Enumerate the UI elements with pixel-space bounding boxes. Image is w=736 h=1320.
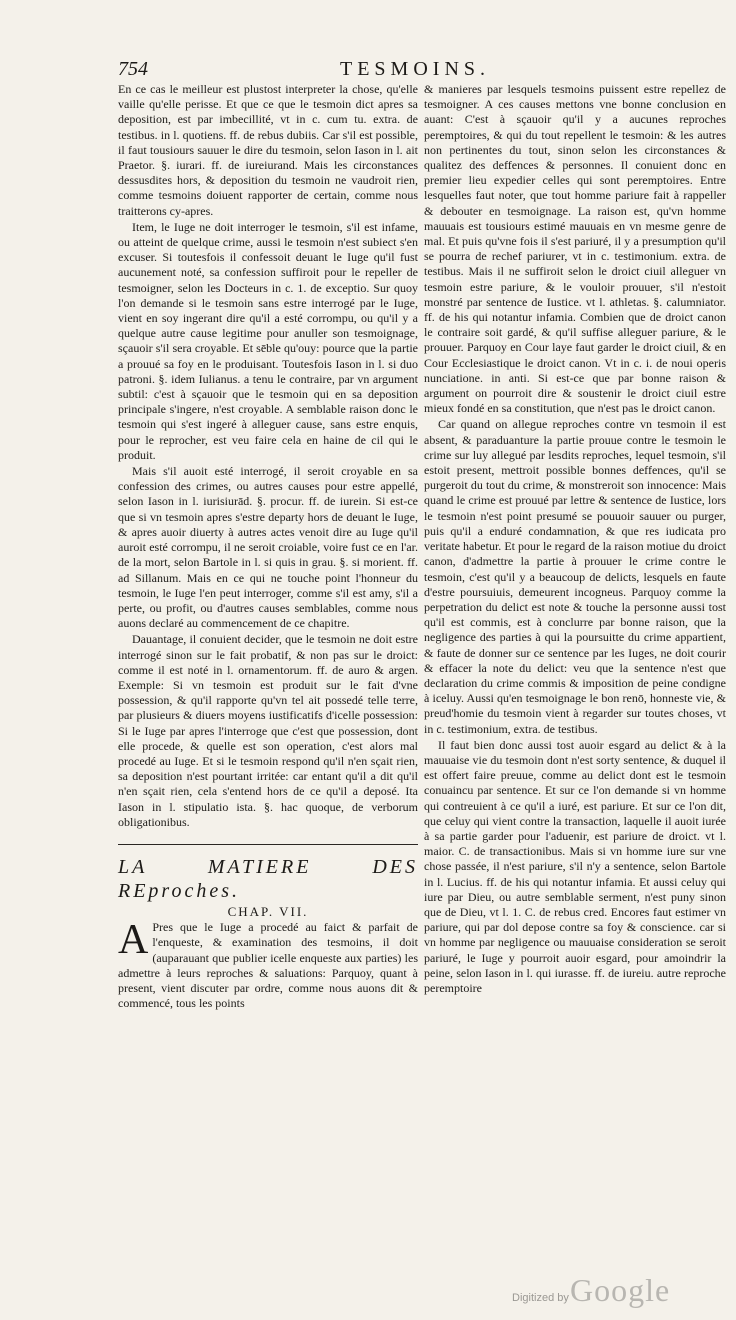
- paragraph: Car quand on allegue reproches contre vn tesmoin il est absent, & paraduanture la partie prouue contre le tesmoin le crime sur luy allegué par lesdits reproches, lequel tesmoin, s'il estoit present, mettroit possible bonnes deffences, qu'il se purgeroit du tout du crime, & monstreroit son innocence: Mais quand le crime est prouué par lettre & sentence de Iustice, lors le tesmoin n'est point presumé se pouuoir sauuer ou purger, puis qu'il a enduré condamnation, & que res iudicata pro veritate habetur. Et pour le regard de la raison motiue du droict canon, d'admettre la partie à prouuer le crime contre le tesmoin, c'est qu'il y a beaucoup de delicts, lesquels en faute d'estre poursuiuis, demeurent incogneus. Parquoy comme la perpetration du delict est note & touche la personne aussi tost qu'il est commis, est à conclurre par bonne raison, que la negligence des parties à qui la poursuitte du crime appartient, & faute de donner sur ce sentence par les Iuges, ne doit courir & effacer la note du delict: veu que la sentence n'est que declaration du crime commis & imposition de peine condigne à iceluy. Aussi qu'en tesmoignage le bon renō, honneste vie, & preud'homie du tesmoin vient à regarder sur toutes choses, vt in c. testimonium, extra. de testibus.: [424, 417, 726, 736]
- digitized-label: Digitized by: [512, 1292, 569, 1304]
- paragraph: Dauantage, il conuient decider, que le tesmoin ne doit estre interrogé sinon sur le fait probatif, & non pas sur le droict: comme il est noté in l. ornamentorum. ff. de auro & argen. Exemple: Si vn tesmoin est produit sur le fait d'vne possession, & qu'il rapporte qu'vn tel ait possedé telle terre, par plusieurs & diuers moyens iustificatifs d'icelle possession: Si le Iuge par apres l'interroge que c'est que possession, dont elle procede, & quelle est son operation, c'est alors mal procedé au Iuge. Et si le tesmoin respond qu'il n'en sçait rien, sa deposition n'est pourtant irritée: car entant qu'il a dit qu'il n'en sçait rien, cela s'entend hors de ce qu'il a deposé. Ita Iason in l. stipulatio ista. §. hac quoque, de verborum obligationibus.: [118, 632, 418, 829]
- google-logo: Google: [570, 1272, 671, 1308]
- running-header: [118, 58, 528, 84]
- drop-cap: A: [118, 917, 149, 964]
- right-column: [424, 82, 726, 997]
- section-title: LA MATIERE DES REproches.: [118, 855, 418, 902]
- paragraph: Mais s'il auoit esté interrogé, il seroit croyable en sa confession des crimes, ou autres causes pour estre appellé, selon Iason in l. iurisiurād. §. procur. ff. de iurein. Si est-ce que si vn tesmoin apres s'estre departy hors de deuant le Iuge, & apres auoir diuerty à autres actes venoit dire au Iuge qu'il auroit esté corrompu, il ne seroit croiable, voire fust ce en l'ar. de la mort, selon Bartole in l. si quis in grau. §. si morient. ff. ad Sillanum. Mais en ce qui ne touche point l'honneur du tesmoin, le Iuge l'en peut interroger, comme s'il est amy, s'il a perte, ou profit, ou d'autres causes semblables, comme nous auons declaré au commencement de ce chapitre.: [118, 464, 418, 631]
- page-number: 754: [118, 58, 148, 80]
- section-divider: [118, 844, 418, 845]
- running-title: TESMOINS.: [340, 58, 491, 80]
- left-column: [118, 82, 418, 1012]
- paragraph-text: Pres que le Iuge a procedé au faict & parfait de l'enqueste, & examination des tesmoins, il doit (auparauant que publier icelle enqueste aux parties) les admettre à leurs reproches & saluations: Parquoy, quant à present, vient discuter par ordre, comme nous auons dit & commencé, tous les points: [118, 920, 418, 1011]
- digitized-watermark: [512, 1272, 712, 1312]
- paragraph: Item, le Iuge ne doit interroger le tesmoin, s'il est infame, ou atteint de quelque crime, aussi le tesmoin n'est subiect s'en excuser. Si toutesfois il confessoit deuant le Iuge qu'il fust aucunement noté, sa confession suffiroit pour le repeller de tesmoigner, selon les Docteurs in c. 1. de exceptio. Sur quoy l'on demande si le tesmoin sans estre interrogé par le Iuge, vient en soy ingerant dire qu'il a esté corrompu, ou qu'il y a quelque autre cause legitime pour anuller son tesmoignage, sçauoir s'il sera croyable. Et sēble qu'ouy: pource que la partie a prouué sa foy en le produisant. Toutesfois Iason in l. si duo patroni. §. idem Iulianus. a tenu le contraire, par vn argument subtil: c'est à sçauoir que le tesmoin qui en sa deposition principale s'ingere, n'est croyable. A semblable raison donc le tesmoin qui s'est ingeré à alleguer cause, sans estre enquis, pour le reprocher, est veu faire cela en haine de cil qui le produit.: [118, 219, 418, 462]
- paragraph: [118, 917, 418, 1011]
- paragraph: En ce cas le meilleur est plustost interpreter la chose, qu'elle vaille qu'elle perisse. Et que ce que le tesmoin dict apres sa deposition, est par imbecillité, vt in c. cum tu. extra. de testibus. in l. quotiens. ff. de rebus dubiis. Car s'il est possible, il faut tousiours sauuer le dire du tesmoin, selon Iason in l. ait Praetor. §. iurari. ff. de iureiurand. Mais les circonstances dessusdites hors, & deposition du tesmoin ne vaudroit rien, comme tesmoins doiuent rapporter de certain, comme nous traitterons cy-apres.: [118, 82, 418, 218]
- paragraph: & manieres par lesquels tesmoins puissent estre repellez de tesmoigner. A ces causes mettons vne bonne conclusion en auant: C'est à sçauoir qu'il y a aucunes reproches peremptoires, & qui du tout repellent le tesmoin: & les autres non pertinentes du tout, sinon selon les circonstances & qualitez des deffences & personnes. Il conuient donc en premier lieu expedier celles qui sont peremptoires. Entre lesquelles faut noter, que tout homme pariure fait à rappeller & debouter en tesmoignage. La raison est, qu'vn homme mauuais est tousiours estimé mauuais en vn mesme genre de mal. Et puis qu'vne fois il s'est pariuré, il y a presumption qu'il se pourra de rechef pariurer, vt in c. testimonium. extra. de testibus. Mais il ne suffiroit selon le droict ciuil alleguer vn tesmoin estre pariure, & le vouloir prouuer, s'il n'estoit monstré par sentence de Iustice. vt l. athletas. §. calumniator. ff. de his qui notantur infamia. Combien que de droict canon le contraire soit gardé, & qu'il suffise alleguer pariure, & le prouuer. Parquoy en Cour laye faut garder le droict ciuil, & en Cour Ecclesiastique le droict canon. Vt in c. i. de noui operis nunciatione. in anti. Si est-ce que par bonne raison & argument on pourroit dire & soustenir le droict ciuil estre mieux fondé en sa constitution, que n'est pas le droict canon.: [424, 82, 726, 416]
- chapter-heading: CHAP. VII.: [227, 903, 309, 919]
- paragraph: Il faut bien donc aussi tost auoir esgard au delict & à la mauuaise vie du tesmoin dont n'est sorty sentence, & duquel il est offert faire preuue, comme au delict dont est le tesmoin conuaincu par sentence. Et sur ce l'on demande si vn homme qui contreuient à ce qu'il a iuré, est pariure. Et sur ce l'on dit, que celuy qui vient contre la transaction, laquelle il auoit iurée à sa partie garder pour l'aduenir, est pariure de droict. vt l. maior. C. de transactionibus. Mais si vn homme iure sur vne chose passée, il n'est pariure, s'il n'y a sentence, selon Bartole in l. Lucius. ff. de his qui notantur infamia. Et aussi celuy qui iure par Dieu, ou autre semblable serment, n'est puny sinon que de Dieu, vt l. 1. C. de rebus cred. Encores faut estimer vn pariure, qui par dol depose contre sa foy & conscience. car si vn homme par negligence ou mauuaise consideration se seroit pariuré, le Iuge y pourroit auoir esgard, pour amoindrir la peine, selon Iason in l. qui iurasse. ff. de iureiu. autre reproche peremptoire: [424, 737, 726, 995]
